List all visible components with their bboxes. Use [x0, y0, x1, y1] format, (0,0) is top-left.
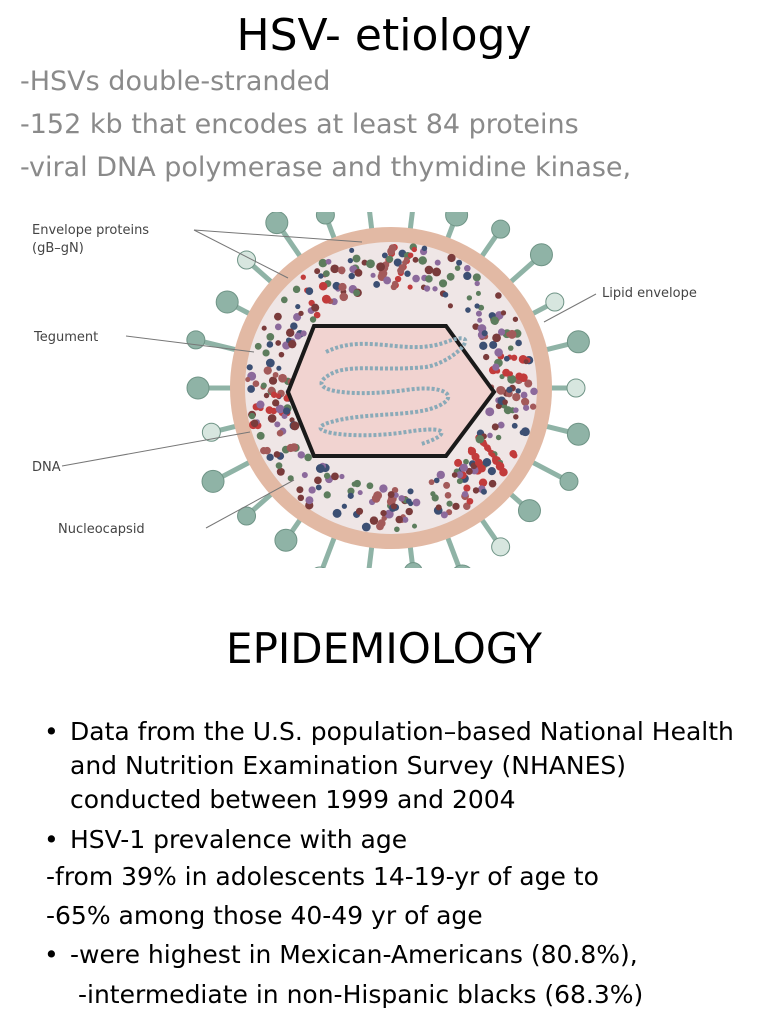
section-title: EPIDEMIOLOGY — [226, 624, 542, 673]
bullet-text: -were highest in Mexican-Americans (80.8%), — [70, 940, 638, 969]
tegument-protein-dot — [508, 330, 517, 339]
slide-title: HSV- etiology — [236, 10, 532, 61]
tegument-protein-dot — [271, 392, 277, 398]
tegument-protein-dot — [376, 262, 385, 271]
tegument-protein-dot — [353, 289, 360, 296]
tegument-protein-dot — [293, 286, 300, 293]
glycoprotein-spike-head — [518, 500, 540, 522]
tegument-protein-dot — [257, 432, 265, 440]
tegument-protein-dot — [353, 255, 361, 263]
tegument-protein-dot — [485, 407, 494, 416]
label-tegument: Tegument — [34, 330, 99, 345]
tegument-protein-dot — [383, 277, 391, 285]
tegument-protein-dot — [447, 273, 455, 281]
tegument-protein-dot — [316, 485, 322, 491]
tegument-protein-dot — [495, 292, 502, 299]
tegument-protein-dot — [512, 423, 518, 429]
tegument-protein-dot — [430, 491, 435, 496]
tegument-protein-dot — [507, 375, 516, 384]
glycoprotein-spike-head — [446, 212, 468, 226]
tegument-protein-dot — [530, 403, 536, 409]
tegument-protein-dot — [276, 366, 281, 371]
glycoprotein-spike-head — [567, 379, 585, 397]
tegument-protein-dot — [412, 524, 417, 529]
tegument-protein-dot — [452, 503, 459, 510]
sub-line: -intermediate in non-Hispanic blacks (68.3%) — [78, 980, 644, 1009]
tegument-protein-dot — [476, 291, 481, 296]
tegument-protein-dot — [489, 341, 497, 349]
tegument-protein-dot — [391, 503, 397, 509]
tegument-protein-dot — [506, 387, 512, 393]
tegument-protein-dot — [277, 468, 285, 476]
tegument-protein-dot — [251, 419, 259, 427]
bullet-text: Data from the U.S. population–based National Health and Nutrition Examination Survey (NHANES) conducted between 1999 and 2004 — [70, 717, 734, 814]
tegument-protein-dot — [424, 285, 430, 291]
tegument-protein-dot — [463, 272, 471, 280]
tegument-protein-dot — [473, 487, 479, 493]
tegument-protein-dot — [326, 259, 332, 265]
glycoprotein-spike-head — [187, 331, 205, 349]
tegument-protein-dot — [276, 462, 283, 469]
bullet-item — [40, 935, 760, 975]
tegument-protein-dot — [413, 257, 419, 263]
tegument-protein-dot — [448, 303, 453, 308]
tegument-protein-dot — [439, 279, 447, 287]
tegument-protein-dot — [264, 366, 272, 374]
tegument-protein-dot — [266, 359, 275, 368]
bullet-text: HSV-1 prevalence with age — [70, 825, 408, 854]
glycoprotein-spike-head — [216, 291, 238, 313]
tegument-protein-dot — [288, 340, 296, 348]
tegument-protein-dot — [318, 273, 323, 278]
tegument-protein-dot — [256, 400, 264, 408]
tegument-protein-dot — [324, 473, 330, 479]
tegument-protein-dot — [269, 377, 277, 385]
tegument-protein-dot — [354, 269, 362, 277]
label-envelope-proteins-range: (gB–gN) — [32, 241, 84, 256]
tegument-protein-dot — [267, 341, 274, 348]
tegument-protein-dot — [253, 380, 260, 387]
tegument-protein-dot — [371, 273, 376, 278]
tegument-protein-dot — [491, 317, 499, 325]
tegument-protein-dot — [452, 472, 458, 478]
tegument-protein-dot — [370, 516, 378, 524]
tegument-protein-dot — [521, 398, 529, 406]
tegument-protein-dot — [460, 464, 468, 472]
tegument-protein-dot — [245, 377, 250, 382]
tegument-protein-dot — [436, 504, 442, 510]
tegument-protein-dot — [376, 522, 384, 530]
tegument-protein-dot — [342, 504, 347, 509]
glycoprotein-spike-head — [451, 565, 473, 568]
tegument-protein-dot — [323, 270, 330, 277]
etiology-line: -viral DNA polymerase and thymidine kinase, — [20, 152, 632, 183]
tegument-protein-dot — [492, 333, 501, 342]
tegument-protein-dot — [298, 311, 303, 316]
tegument-protein-dot — [261, 383, 267, 389]
tegument-protein-dot — [260, 447, 267, 454]
tegument-protein-dot — [338, 283, 346, 291]
tegument-protein-dot — [474, 303, 479, 308]
tegument-protein-dot — [457, 478, 463, 484]
tegument-protein-dot — [512, 453, 518, 459]
glycoprotein-spike-head — [567, 331, 589, 353]
tegument-protein-dot — [380, 510, 386, 516]
tegument-protein-dot — [392, 281, 398, 287]
tegument-protein-dot — [287, 444, 295, 452]
label-dna: DNA — [32, 460, 61, 475]
tegument-protein-dot — [443, 482, 450, 489]
etiology-line: -152 kb that encodes at least 84 proteins — [20, 109, 579, 140]
glycoprotein-spike-head — [530, 244, 552, 266]
tegument-protein-dot — [429, 479, 435, 485]
tegument-protein-dot — [273, 372, 279, 378]
tegument-protein-dot — [465, 307, 471, 313]
tegument-protein-dot — [302, 472, 308, 478]
tegument-protein-dot — [513, 317, 518, 322]
tegument-protein-dot — [482, 330, 488, 336]
glycoprotein-spike-head — [567, 423, 589, 445]
glycoprotein-spike-head — [560, 472, 578, 490]
tegument-protein-dot — [308, 486, 315, 493]
tegument-protein-dot — [395, 516, 403, 524]
tegument-protein-dot — [502, 399, 508, 405]
tegument-protein-dot — [464, 265, 471, 272]
glycoprotein-spike-head — [311, 567, 329, 568]
bullet-icon: • — [44, 825, 59, 854]
tegument-protein-dot — [247, 364, 253, 370]
tegument-protein-dot — [348, 493, 354, 499]
tegument-protein-dot — [298, 495, 304, 501]
tegument-protein-dot — [513, 407, 519, 413]
tegument-protein-dot — [418, 256, 426, 264]
tegument-protein-dot — [492, 363, 499, 370]
tegument-protein-dot — [366, 259, 375, 268]
tegument-protein-dot — [446, 501, 452, 507]
tegument-protein-dot — [275, 323, 282, 330]
tegument-protein-dot — [319, 259, 327, 267]
tegument-protein-dot — [311, 304, 319, 312]
tegument-protein-dot — [511, 355, 517, 361]
tegument-protein-dot — [388, 491, 395, 498]
tegument-protein-dot — [425, 275, 433, 283]
tegument-protein-dot — [406, 498, 412, 504]
tegument-protein-dot — [437, 471, 445, 479]
tegument-protein-dot — [349, 273, 355, 279]
tegument-protein-dot — [333, 509, 342, 518]
tegument-protein-dot — [521, 392, 528, 399]
tegument-protein-dot — [462, 491, 468, 497]
tegument-protein-dot — [456, 260, 462, 266]
tegument-protein-dot — [492, 423, 499, 430]
etiology-list — [20, 64, 631, 193]
tegument-protein-dot — [422, 246, 427, 251]
tegument-protein-dot — [301, 275, 306, 280]
tegument-protein-dot — [338, 266, 346, 274]
tegument-protein-dot — [483, 354, 489, 360]
tegument-protein-dot — [432, 286, 437, 291]
tegument-protein-dot — [324, 491, 331, 498]
tegument-protein-dot — [386, 256, 393, 263]
tegument-protein-dot — [508, 345, 514, 351]
tegument-protein-dot — [425, 266, 434, 275]
tegument-protein-dot — [349, 248, 354, 253]
glycoprotein-spike-head — [266, 212, 288, 234]
tegument-protein-dot — [322, 295, 331, 304]
tegument-protein-dot — [330, 265, 339, 274]
tegument-protein-dot — [294, 333, 301, 340]
tegument-protein-dot — [268, 414, 277, 423]
tegument-protein-dot — [310, 316, 316, 322]
bullet-item — [40, 715, 760, 817]
tegument-protein-dot — [473, 273, 481, 281]
epidemiology-list — [40, 715, 760, 1014]
glycoprotein-spike-head — [316, 212, 334, 224]
tegument-protein-dot — [508, 371, 513, 376]
tegument-protein-dot — [463, 484, 470, 491]
tegument-protein-dot — [413, 499, 421, 507]
tegument-protein-dot — [530, 388, 537, 395]
tegument-protein-dot — [402, 517, 408, 523]
tegument-protein-dot — [476, 435, 485, 444]
tegument-protein-dot — [476, 311, 482, 317]
tegument-protein-dot — [279, 352, 285, 358]
tegument-protein-dot — [524, 359, 529, 364]
tegument-protein-dot — [394, 526, 400, 532]
tegument-protein-dot — [274, 313, 282, 321]
tegument-protein-dot — [488, 467, 496, 475]
tegument-protein-dot — [339, 474, 344, 479]
tegument-protein-dot — [467, 498, 474, 505]
tegument-protein-dot — [499, 468, 507, 476]
tegument-protein-dot — [301, 330, 307, 336]
tegument-protein-dot — [434, 478, 440, 484]
tegument-protein-dot — [283, 407, 290, 414]
tegument-protein-dot — [504, 356, 510, 362]
tegument-protein-dot — [373, 281, 380, 288]
glycoprotein-spike-head — [202, 470, 224, 492]
tegument-protein-dot — [496, 435, 501, 440]
tegument-protein-dot — [266, 454, 273, 461]
tegument-protein-dot — [249, 413, 255, 419]
tegument-protein-dot — [523, 405, 529, 411]
glycoprotein-spike-head — [492, 220, 510, 238]
tegument-protein-dot — [340, 293, 349, 302]
tegument-protein-dot — [356, 508, 363, 515]
tegument-protein-dot — [275, 340, 281, 346]
tegument-protein-dot — [467, 295, 472, 300]
tegument-protein-dot — [406, 508, 413, 515]
tegument-protein-dot — [504, 406, 512, 414]
glycoprotein-spike-head — [546, 293, 564, 311]
tegument-protein-dot — [296, 486, 303, 493]
tegument-protein-dot — [286, 328, 294, 336]
tegument-protein-dot — [314, 477, 322, 485]
tegument-protein-dot — [306, 287, 314, 295]
tegument-protein-dot — [398, 495, 404, 501]
tegument-protein-dot — [316, 464, 325, 473]
tegument-protein-dot — [304, 454, 312, 462]
tegument-protein-dot — [443, 292, 449, 298]
tegument-protein-dot — [408, 285, 413, 290]
sub-line: -from 39% in adolescents 14-19-yr of age to — [46, 862, 599, 891]
tegument-protein-dot — [255, 343, 262, 350]
glycoprotein-spike-head — [492, 538, 510, 556]
tegument-protein-dot — [305, 496, 313, 504]
tegument-protein-dot — [358, 490, 363, 495]
tegument-protein-dot — [498, 422, 505, 429]
tegument-protein-dot — [274, 421, 280, 427]
tegument-protein-dot — [479, 342, 487, 350]
tegument-protein-dot — [274, 451, 281, 458]
tegument-protein-dot — [520, 430, 526, 436]
tegument-protein-dot — [295, 304, 300, 309]
tegument-protein-dot — [515, 340, 522, 347]
hsv-virion-diagram — [26, 212, 736, 568]
tegument-protein-dot — [494, 348, 503, 357]
tegument-protein-dot — [277, 430, 284, 437]
tegument-protein-dot — [372, 494, 381, 503]
tegument-protein-dot — [331, 472, 339, 480]
tegument-protein-dot — [513, 414, 518, 419]
tegument-protein-dot — [319, 282, 328, 291]
tegument-protein-dot — [435, 260, 441, 266]
bullet-item — [40, 823, 760, 857]
tegument-protein-dot — [278, 374, 287, 383]
bullet-icon: • — [44, 717, 59, 746]
tegument-protein-dot — [501, 310, 506, 315]
tegument-protein-dot — [362, 523, 371, 532]
tegument-protein-dot — [404, 271, 410, 277]
tegument-protein-dot — [412, 275, 420, 283]
tegument-protein-dot — [407, 488, 413, 494]
tegument-protein-dot — [445, 492, 452, 499]
tegument-protein-dot — [266, 406, 274, 414]
tegument-protein-dot — [478, 465, 486, 473]
tegument-protein-dot — [412, 247, 417, 252]
glycoprotein-spike-head — [275, 529, 297, 551]
tegument-protein-dot — [487, 433, 493, 439]
label-lipid-envelope: Lipid envelope — [602, 286, 697, 301]
tegument-protein-dot — [262, 349, 269, 356]
tegument-protein-dot — [262, 326, 267, 331]
tegument-protein-dot — [314, 268, 320, 274]
tegument-protein-dot — [389, 244, 397, 252]
tegument-protein-dot — [408, 252, 414, 258]
tegument-protein-dot — [447, 254, 455, 262]
tegument-protein-dot — [266, 333, 274, 341]
tegument-protein-dot — [477, 318, 482, 323]
tegument-protein-dot — [455, 265, 461, 271]
tegument-protein-dot — [247, 385, 255, 393]
tegument-protein-dot — [519, 373, 528, 382]
sub-line: -65% among those 40-49 yr of age — [46, 901, 483, 930]
tegument-protein-dot — [290, 421, 299, 430]
tegument-protein-dot — [497, 386, 506, 395]
tegument-protein-dot — [379, 484, 387, 492]
tegument-protein-dot — [348, 258, 353, 263]
tegument-protein-dot — [481, 489, 487, 495]
tegument-protein-dot — [475, 281, 480, 286]
glycoprotein-spike-head — [187, 377, 209, 399]
bullet-icon: • — [44, 940, 59, 969]
tegument-protein-dot — [272, 399, 279, 406]
etiology-line: -HSVs double-stranded — [20, 66, 331, 97]
tegument-protein-dot — [516, 388, 521, 393]
tegument-protein-dot — [432, 268, 441, 277]
tegument-protein-dot — [489, 480, 497, 488]
tegument-protein-dot — [512, 393, 520, 401]
label-nucleocapsid: Nucleocapsid — [58, 522, 145, 537]
label-envelope-proteins: Envelope proteins — [32, 223, 150, 238]
tegument-protein-dot — [352, 482, 357, 487]
tegument-protein-dot — [298, 451, 305, 458]
tegument-protein-dot — [281, 297, 288, 304]
tegument-protein-dot — [367, 482, 374, 489]
glycoprotein-spike-head — [404, 563, 422, 568]
tegument-protein-dot — [404, 257, 409, 262]
